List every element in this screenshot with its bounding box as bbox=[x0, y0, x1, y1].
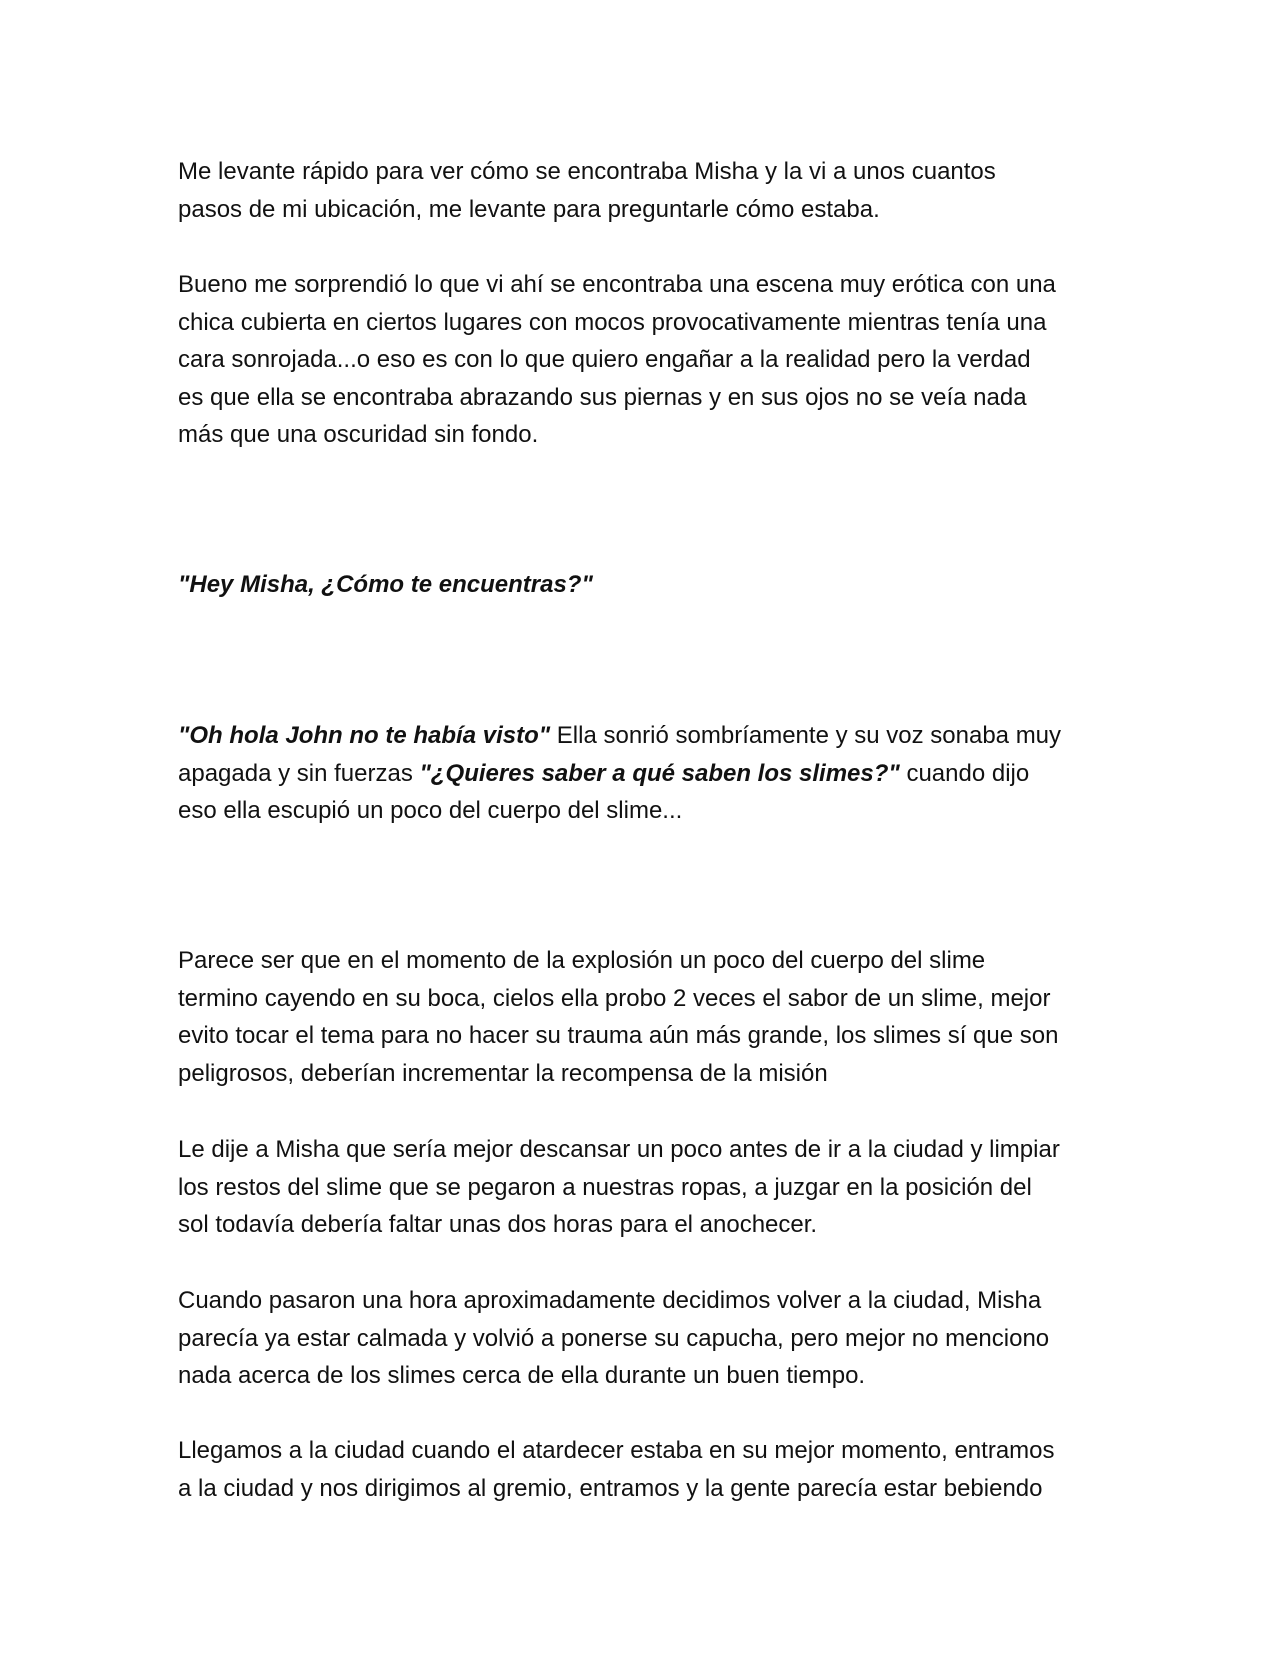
text-line: a la ciudad y nos dirigimos al gremio, entramos y la gente parecía estar bebiendo bbox=[178, 1474, 1043, 1502]
text-line: Le dije a Misha que sería mejor descansar un poco antes de ir a la ciudad y limpiar bbox=[178, 1136, 1060, 1163]
text-line: cara sonrojada...o eso es con lo que quiero engañar a la realidad pero la verdad bbox=[178, 346, 1031, 374]
text-line: los restos del slime que se pegaron a nuestras ropas, a juzgar en la posición del bbox=[178, 1173, 1032, 1201]
paragraph-2 bbox=[178, 266, 1118, 454]
text-line: eso ella escupió un poco del cuerpo del slime... bbox=[178, 797, 683, 825]
paragraph-8 bbox=[178, 1432, 1118, 1507]
text-line: chica cubierta en ciertos lugares con mocos provocativamente mientras tenía una bbox=[178, 308, 1047, 336]
text-line: evito tocar el tema para no hacer su trauma aún más grande, los slimes sí que son bbox=[178, 1022, 1059, 1050]
narrative-text: cuando dijo bbox=[899, 759, 1030, 787]
text-line: peligrosos, deberían incrementar la recompensa de la misión bbox=[178, 1059, 828, 1087]
text-line: Cuando pasaron una hora aproximadamente decidimos volver a la ciudad, Misha bbox=[178, 1287, 1042, 1314]
text-line bbox=[178, 717, 1118, 755]
text-line: termino cayendo en su boca, cielos ella probo 2 veces el sabor de un slime, mejor bbox=[178, 984, 1051, 1012]
paragraph-7 bbox=[178, 1282, 1118, 1395]
paragraph-5 bbox=[178, 942, 1118, 1092]
narrative-text: apagada y sin fuerzas bbox=[178, 759, 420, 787]
text-line: Bueno me sorprendió lo que vi ahí se encontraba una escena muy erótica con una bbox=[178, 271, 1056, 298]
paragraph-6 bbox=[178, 1131, 1118, 1244]
text-line: Llegamos a la ciudad cuando el atardecer estaba en su mejor momento, entramos bbox=[178, 1437, 1055, 1464]
text-line: Parece ser que en el momento de la explosión un poco del cuerpo del slime bbox=[178, 947, 986, 974]
paragraph-1 bbox=[178, 153, 1118, 228]
text-line: Me levante rápido para ver cómo se encontraba Misha y la vi a unos cuantos bbox=[178, 158, 996, 185]
text-line: es que ella se encontraba abrazando sus piernas y en sus ojos no se veía nada bbox=[178, 383, 1027, 411]
dialogue-text: "¿Quieres saber a qué saben los slimes?" bbox=[419, 759, 900, 787]
text-line bbox=[178, 755, 1118, 793]
paragraph-4 bbox=[178, 717, 1118, 830]
dialogue-paragraph-1 bbox=[178, 566, 1118, 604]
text-line: nada acerca de los slimes cerca de ella durante un buen tiempo. bbox=[178, 1362, 866, 1390]
dialogue-line: "Hey Misha, ¿Cómo te encuentras?" bbox=[178, 571, 593, 598]
text-line: sol todavía debería faltar unas dos horas para el anochecer. bbox=[178, 1211, 818, 1239]
text-line: parecía ya estar calmada y volvió a ponerse su capucha, pero mejor no menciono bbox=[178, 1324, 1050, 1352]
dialogue-text: "Oh hola John no te había visto" bbox=[178, 722, 551, 749]
narrative-text: Ella sonrió sombríamente y su voz sonaba muy bbox=[550, 722, 1062, 749]
text-line: pasos de mi ubicación, me levante para preguntarle cómo estaba. bbox=[178, 195, 880, 223]
text-line: más que una oscuridad sin fondo. bbox=[178, 421, 539, 449]
